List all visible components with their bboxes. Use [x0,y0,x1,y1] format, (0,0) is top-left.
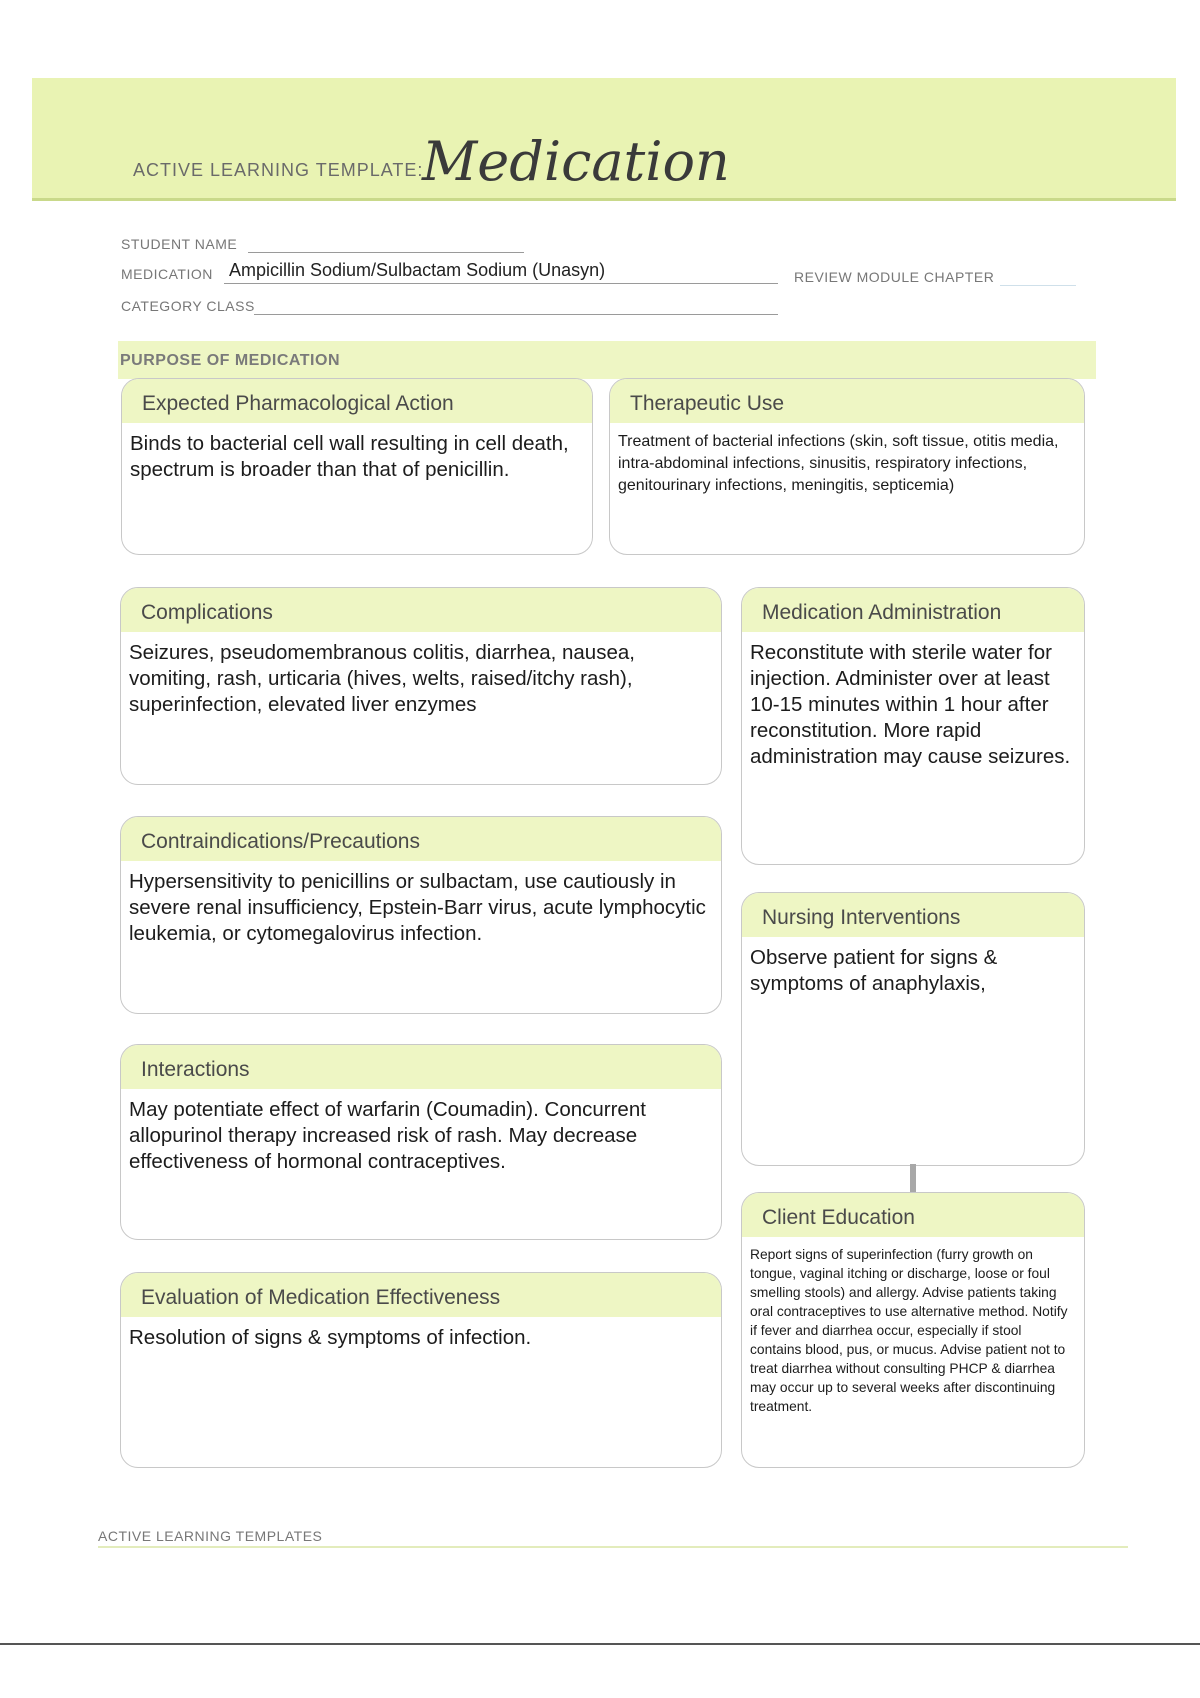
footer-label: ACTIVE LEARNING TEMPLATES [98,1528,323,1544]
interactions-card [120,1044,722,1240]
medication-line [224,283,778,284]
evaluation-body: Resolution of signs & symptoms of infection. [129,1326,532,1349]
page-title: Medication [422,130,730,193]
medication-field[interactable]: Ampicillin Sodium/Sulbactam Sodium (Unasyn) [229,260,606,280]
contraindications-title: Contraindications/Precautions [121,817,721,861]
nursing-interventions-title: Nursing Interventions [742,893,1084,937]
page-bottom-rule [0,1643,1200,1645]
expected-action-title: Expected Pharmacological Action [122,379,592,423]
expected-action-card [121,378,593,555]
medication-administration-body: Reconstitute with sterile water for injection. Administer over at least 10-15 minutes within 1 hour after reconstitution. More rapid administration may cause seizures. [750,641,1071,768]
template-prefix: ACTIVE LEARNING TEMPLATE: [133,160,424,180]
complications-title: Complications [121,588,721,632]
contraindications-card [120,816,722,1014]
client-education-body: Report signs of superinfection (furry growth on tongue, vaginal itching or discharge, loose or foul smelling stools) and allergy. Advise patients taking oral contraceptives to use alternative method. Notify if fever and diarrhea occur, especially if stool contains blood, pus, or mucus. Advise patient not to treat diarrhea without consulting PHCP & diarrhea may occur up to several weeks after discontinuing treatment. [750,1247,1068,1414]
medication-label: MEDICATION [121,266,213,282]
category-class-line [254,314,778,315]
expected-action-body: Binds to bacterial cell wall resulting in cell death, spectrum is broader than that of penicillin. [130,432,569,481]
nursing-interventions-body: Observe patient for signs & symptoms of anaphylaxis, [750,946,998,995]
interactions-title: Interactions [121,1045,721,1089]
category-class-label: CATEGORY CLASS [121,298,255,314]
interactions-body: May potentiate effect of warfarin (Coumadin). Concurrent allopurinol therapy increased risk of rash. May decrease effectiveness of hormonal contraceptives. [129,1098,646,1173]
connector-line [910,1164,916,1192]
complications-card [120,587,722,785]
evaluation-title: Evaluation of Medication Effectiveness [121,1273,721,1317]
therapeutic-use-title: Therapeutic Use [610,379,1084,423]
medication-administration-title: Medication Administration [742,588,1084,632]
client-education-title: Client Education [742,1193,1084,1237]
complications-body: Seizures, pseudomembranous colitis, diarrhea, nausea, vomiting, rash, urticaria (hives, welts, raised/itchy rash), superinfection, elevated liver enzymes [129,641,635,716]
review-module-label: REVIEW MODULE CHAPTER [794,269,995,285]
therapeutic-use-body: Treatment of bacterial infections (skin, soft tissue, otitis media, intra-abdominal infections, sinusitis, respiratory infections, genitourinary infections, meningitis, septicemia) [618,433,1059,494]
purpose-label: PURPOSE OF MEDICATION [120,352,340,369]
review-module-line [1000,285,1076,286]
contraindications-body: Hypersensitivity to penicillins or sulbactam, use cautiously in severe renal insufficiency, Epstein-Barr virus, acute lymphocytic leukemia, or cytomegalovirus infection. [129,870,706,945]
nursing-interventions-card [741,892,1085,1166]
footer-rule [98,1546,1128,1548]
student-name-label: STUDENT NAME [121,236,238,252]
client-education-card [741,1192,1085,1468]
header-rule [32,198,1176,201]
evaluation-card [120,1272,722,1468]
student-name-line [248,252,524,253]
medication-administration-card [741,587,1085,865]
therapeutic-use-card [609,378,1085,555]
